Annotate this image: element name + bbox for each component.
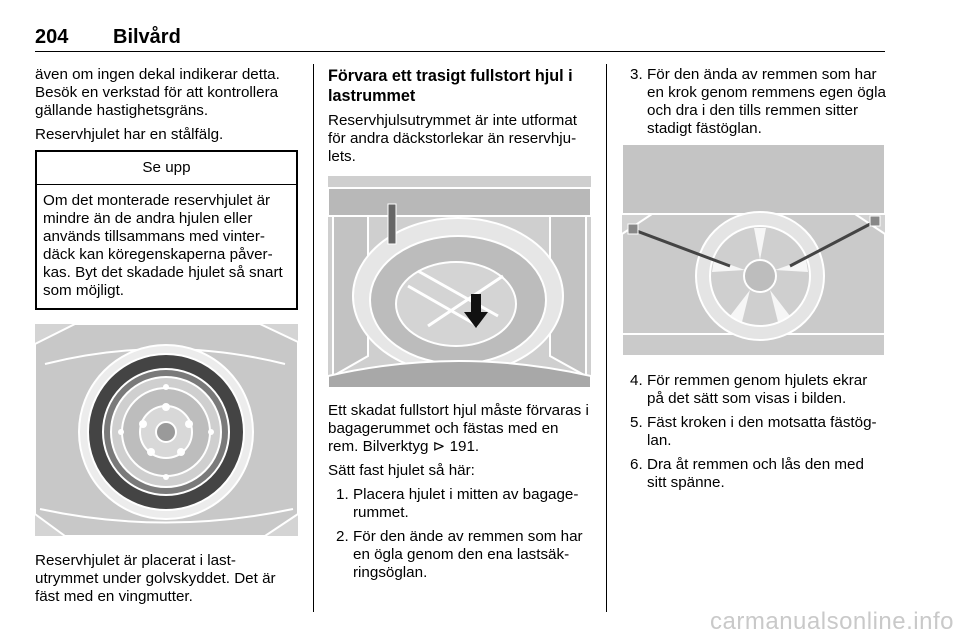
column-3 [622, 66, 886, 498]
wheel-well-drawing [328, 176, 591, 388]
paragraph: Sätt fast hjulet så här: [328, 462, 475, 479]
strapped-wheel-illustration [622, 144, 885, 356]
page-header [35, 26, 885, 52]
step-number: 4. [630, 372, 643, 389]
list-item [622, 372, 886, 408]
paragraph: Reservhjulet har en stålfälg. [35, 126, 224, 143]
step-text: Dra åt remmen och lås den med sitt spänne. [647, 456, 864, 491]
column-1 [35, 66, 298, 612]
strapped-wheel-drawing [622, 144, 885, 356]
paragraph: Reservhjulet är placerat i last-utrymmet under golvskyddet. Det är fäst med en vingmutter. [35, 552, 276, 605]
step-text: För den ände av remmen som har en ögla genom den ena lastsäk-ringsöglan. [353, 528, 583, 581]
section-heading: Förvara ett trasigt fullstort hjul i lastrummet [328, 67, 573, 105]
step-number: 5. [630, 414, 643, 431]
page-number: 204 [35, 26, 69, 48]
caution-body: Om det monterade reservhjulet är mindre än de andra hjulen eller används tillsammans med vinter-däck kan köregenskaperna påver-kas. Byt det skadade hjulet så snart som möjligt. [43, 192, 283, 299]
step-text: För den ända av remmen som har en krok genom remmens egen ögla och dra i den tills remmen sitter stadigt fästöglan. [647, 66, 886, 137]
column-2 [328, 66, 591, 588]
step-number: 6. [630, 456, 643, 473]
watermark: carmanualsonline.info [710, 608, 954, 635]
list-item [622, 66, 886, 138]
caution-title: Se upp [37, 152, 296, 185]
step-number: 1. [336, 486, 349, 503]
section-title: Bilvård [113, 26, 181, 48]
paragraph: Ett skadat fullstort hjul måste förvaras i bagagerummet och fästas med en rem. Bilverktyg ⊳ 191. [328, 402, 589, 455]
steps-list [622, 66, 886, 138]
step-text: Fäst kroken i den motsatta fästög-lan. [647, 414, 877, 449]
step-number: 2. [336, 528, 349, 545]
column-divider [313, 64, 314, 612]
paragraph: även om ingen dekal indikerar detta. Besök en verkstad för att kontrollera gällande hastighetsgräns. [35, 66, 280, 119]
caution-box [35, 150, 298, 310]
steps-list [622, 372, 886, 492]
list-item [622, 456, 886, 492]
spare-wheel-drawing [35, 324, 298, 536]
list-item [622, 414, 886, 450]
step-text: För remmen genom hjulets ekrar på det sätt som visas i bilden. [647, 372, 868, 407]
step-number: 3. [630, 66, 643, 83]
step-text: Placera hjulet i mitten av bagage-rummet. [353, 486, 579, 521]
paragraph: Reservhjulsutrymmet är inte utformat för andra däckstorlekar än reservhju-lets. [328, 112, 577, 165]
list-item [328, 528, 591, 582]
spare-wheel-illustration [35, 324, 298, 536]
spare-wheel-well-illustration [328, 176, 591, 388]
column-divider [606, 64, 607, 612]
list-item [328, 486, 591, 522]
steps-list [328, 486, 591, 582]
